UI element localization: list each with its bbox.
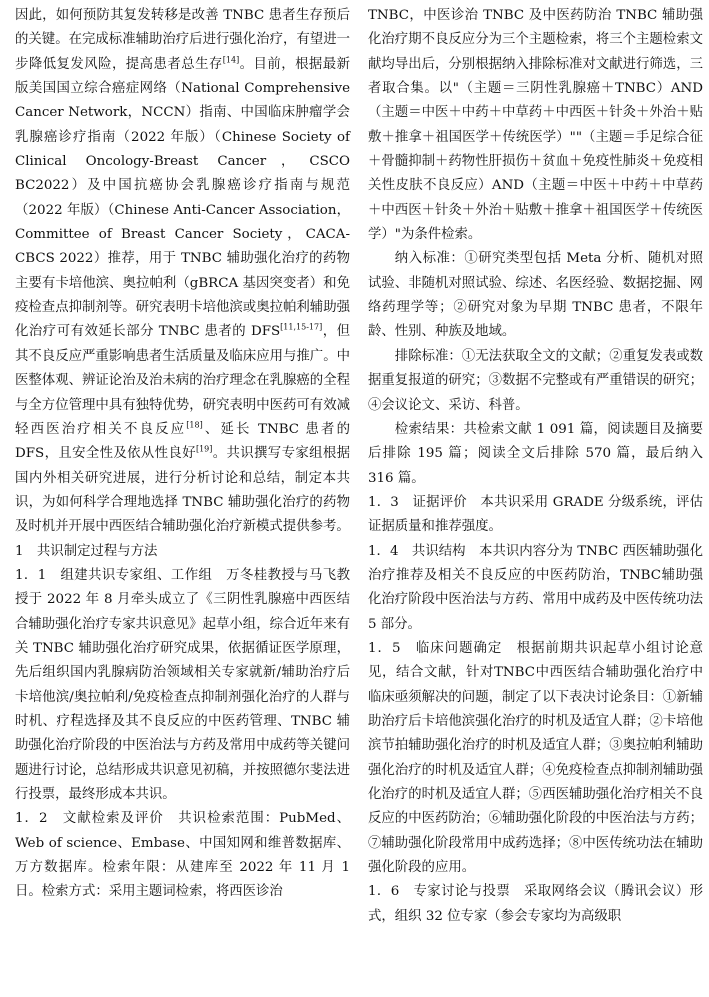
subsection-1-5: 1．5 临床问题确定 根据前期共识起草小组讨论意见，结合文献，针对TNBC中西医结合辅助强化治疗中临床亟须解决的问题，制定了以下表决讨论条目：①新辅助治疗后卡培他滨强化治疗的时机及适宜人群；②卡培他滨节拍辅助强化治疗的时机及适宜人群；③奥拉帕利辅助强化治疗的时机及适宜人群；④免疫检查点抑制剂辅助强化治疗的时机及适宜人群；⑤西医辅助强化治疗相关不良反应的中医药防治；⑥辅助强化阶段的中医治法与方药；⑦辅助强化阶段常用中成药选择；⑧中医传统功法在辅助强化阶段的应用。 xyxy=(368,640,703,876)
subsection-1-6: 1．6 专家讨论与投票 采取网络会议（腾讯会议）形式，组织 32 位专家（参会专家均为高级职 xyxy=(368,884,703,924)
subsection-1-4: 1．4 共识结构 本共识内容分为 TNBC 西医辅助强化治疗推荐及相关不良反应的中医药防治，TNBC辅助强化治疗阶段中医治法与方药、常用中成药及中医传统功法 5 部分。 xyxy=(368,543,703,632)
text-run: 、延长 TNBC 患者的 DFS，且安全性及依从性良好 xyxy=(15,421,351,462)
subsection-1-1: 1．1 组建共识专家组、工作组 万冬桂教授与马飞教授于 2022 年 8 月牵头成立了《三阴性乳腺癌中西医结合辅助强化治疗专家共识意见》起草小组，综合近年来有关 TNBC 辅助强化治疗研究成果，依据循证医学原理，先后组织国内乳腺病防治领域相关专家就新/辅助治疗后卡培他滨/奥拉帕利/免疫检查点抑制剂强化治疗的人群与时机、疗程选择及其不良反应的中医药管理、TNBC 辅助强化治疗阶段的中医治法与方药及常用中成药等关键问题进行讨论，总结形成共识意见初稿，并按照德尔斐法进行投票，最终形成本共识。 xyxy=(15,567,350,802)
inclusion-criteria: 纳入标准：①研究类型包括 Meta 分析、随机对照试验、非随机对照试验、综述、名医经验、数据挖掘、网络药理学等；②研究对象为早期 TNBC 患者，不限年龄、性别、种族及地域。 xyxy=(368,251,703,340)
citation: [19] xyxy=(195,444,213,454)
right-column xyxy=(368,4,703,929)
search-strategy-paragraph: TNBC，中医诊治 TNBC 及中医药防治 TNBC 辅助强化治疗期不良反应分为三个主题检索，将三个主题检索文献均导出后，分别根据纳入排除标准对文献进行筛选，三者取合集。以"（主题＝三阴性乳腺癌＋TNBC）AND（主题＝中医＋中药＋中草药＋中西医＋针灸＋外治＋贴敷＋推拿＋祖国医学＋传统医学）""（主题＝手足综合征＋骨髓抑制＋药物性肝损伤＋贫血＋免疫性肺炎＋免疫相关性皮肤不良反应）AND（主题＝中医＋中药＋中草药＋中西医＋针灸＋外治＋贴敷＋推拿＋祖国医学＋传统医学）"为条件检索。 xyxy=(368,8,703,243)
citation: [11,15-17] xyxy=(280,323,323,332)
left-column xyxy=(15,4,350,905)
subsection-1-2: 1．2 文献检索及评价 共识检索范围：PubMed、Web of science、Embase、中国知网和维普数据库、万方数据库。检索年限：从建库至 2022 年 11 月 1 日。检索方式：采用主题词检索，将西医诊治 xyxy=(15,811,350,900)
citation: [14] xyxy=(222,55,240,65)
text-run: 。目前，根据最新版美国国立综合癌症网络（National Comprehensive Cancer Network，NCCN）指南、中国临床肿瘤学会乳腺癌诊疗指南（2022 年版）（Chinese Society of Clinical Oncology-Breast Cancer，CSCO BC2022）及中国抗癌协会乳腺癌诊疗指南与规范（2022 年版）（Chinese Anti-Cancer Association，Committee of Breast Cancer Society，CACA-CBCS 2022）推荐，用于 TNBC 辅助强化治疗的药物主要有卡培他滨、奥拉帕利（gBRCA 基因突变者）和免疫检查点抑制剂等。研究表明卡培他滨或奥拉帕利辅助强化治疗可有效延长部分 TNBC 患者的 DFS xyxy=(15,56,351,340)
text-run: 。共识撰写专家组根据国内外相关研究进展，进行分析讨论和总结，制定本共识，为如何科学合理地选择 TNBC 辅助强化治疗的药物及时机并开展中西医结合辅助强化治疗新模式提供参考。 xyxy=(15,446,351,535)
subsection-1-3: 1．3 证据评价 本共识采用 GRADE 分级系统，评估证据质量和推荐强度。 xyxy=(368,494,703,535)
text-run: ，但其不良反应严重影响患者生活质量及临床应用与推广。中医整体观、辨证论治及治未病的治疗理念在乳腺癌的全程与全方位管理中具有独特优势，研究表明中医药可有效减轻西医治疗相关不良反应 xyxy=(15,324,351,437)
section-heading: 1 共识制定过程与方法 xyxy=(15,543,158,559)
search-results: 检索结果：共检索文献 1 091 篇，阅读题目及摘要后排除 195 篇；阅读全文后排除 570 篇，最后纳入 316 篇。 xyxy=(368,421,703,486)
citation: [18] xyxy=(186,420,203,430)
text-run: 因此，如何预防其复发转移是改善 TNBC 患者生存预后的关键。在完成标准辅助治疗后进行强化治疗，有望进一步降低复发风险，提高患者总生存 xyxy=(15,8,350,72)
intro-paragraph xyxy=(15,4,350,540)
exclusion-criteria: 排除标准：①无法获取全文的文献；②重复发表或数据重复报道的研究；③数据不完整或有严重错误的研究；④会议论文、采访、科普。 xyxy=(368,348,703,413)
